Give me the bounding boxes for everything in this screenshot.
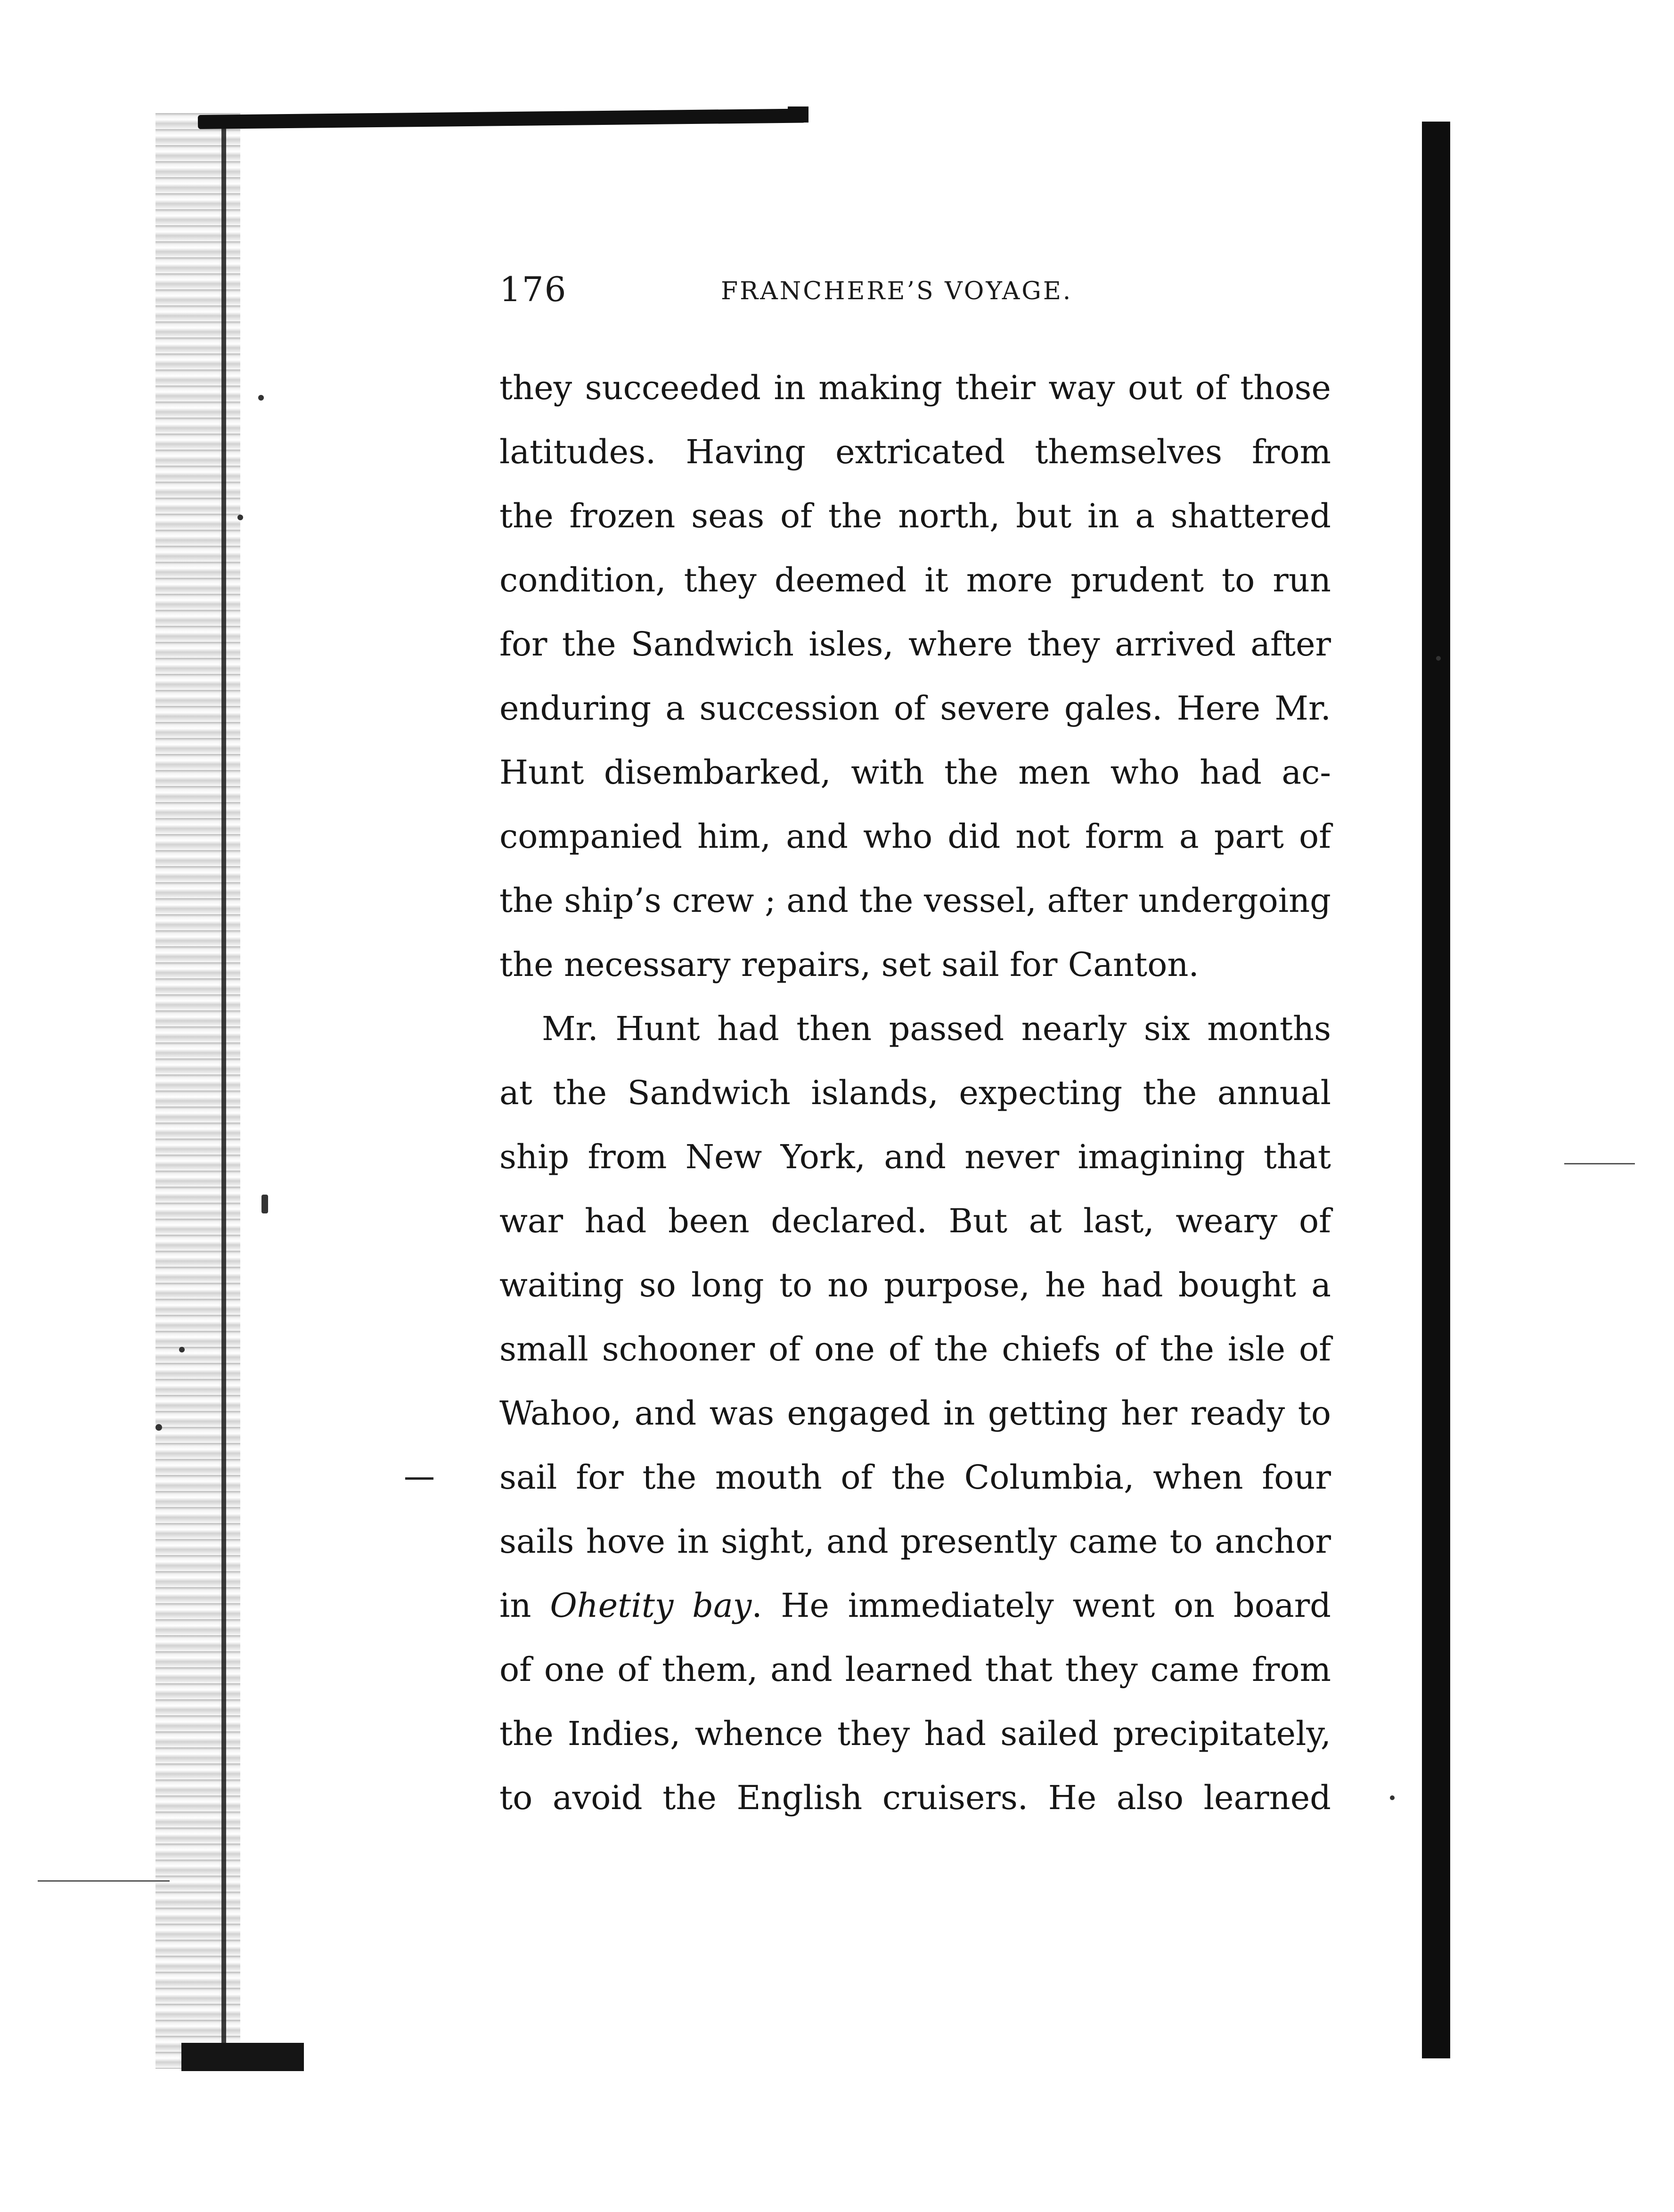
italic-place-name: Ohetity bay [550, 1586, 752, 1625]
text-line: ship from New York, and never imagining that [499, 1138, 1331, 1176]
running-head [499, 264, 1329, 316]
text-line: companied him, and who did not form a part of [499, 817, 1331, 856]
text-line: Hunt disembarked, with the men who had ac- [499, 753, 1331, 792]
stray-mark [38, 1880, 170, 1882]
stray-mark [1436, 656, 1441, 661]
text-run: . He immediately went on board [751, 1586, 1331, 1625]
text-line: sail for the mouth of the Columbia, when four [499, 1458, 1331, 1497]
text-line-italic [499, 1573, 1331, 1638]
text-line: the frozen seas of the north, but in a shattered [499, 497, 1331, 535]
stray-mark [258, 395, 264, 401]
right-edge-bar [1422, 122, 1450, 2058]
text-line: they succeeded in making their way out of those [499, 369, 1331, 407]
text-line: war had been declared. But at last, weary of [499, 1202, 1331, 1240]
text-line: the Indies, whence they had sailed precipitately, [499, 1714, 1331, 1753]
text-line: latitudes. Having extricated themselves from [499, 433, 1331, 471]
stray-mark [405, 1477, 433, 1480]
text-line: of one of them, and learned that they came from [499, 1650, 1331, 1689]
running-title: FRANCHERE’S VOYAGE. [721, 277, 1073, 305]
top-scan-bar-end [788, 107, 808, 123]
text-line: enduring a succession of severe gales. Here Mr. [499, 689, 1331, 728]
text-run: in [499, 1586, 550, 1625]
text-line: condition, they deemed it more prudent to run [499, 561, 1331, 599]
text-line: for the Sandwich isles, where they arrived after [499, 625, 1331, 664]
text-line: the ship’s crew ; and the vessel, after undergoing [499, 881, 1331, 920]
page-number: 176 [499, 270, 567, 309]
stray-mark [1564, 1163, 1635, 1164]
stray-mark [155, 1424, 162, 1431]
text-line: at the Sandwich islands, expecting the annual [499, 1073, 1331, 1112]
body-text [499, 356, 1331, 1830]
text-line: Mr. Hunt had then passed nearly six months [542, 1009, 1331, 1048]
text-line: waiting so long to no purpose, he had bought a [499, 1266, 1331, 1304]
text-line: the necessary repairs, set sail for Canton. [499, 945, 1199, 984]
text-line: to avoid the English cruisers. He also learned [499, 1778, 1331, 1817]
binding-edge-line [221, 118, 226, 2064]
top-scan-bar [198, 108, 806, 129]
text-line: sails hove in sight, and presently came to anchor [499, 1522, 1331, 1561]
text-line: small schooner of one of the chiefs of the isle of [499, 1330, 1331, 1368]
text-line: Wahoo, and was engaged in getting her ready to [499, 1394, 1331, 1433]
stray-mark [237, 515, 243, 520]
binding-shadow [155, 113, 240, 2069]
stray-mark [1390, 1795, 1395, 1800]
stray-mark [261, 1195, 268, 1213]
binding-foot-mark [181, 2043, 304, 2071]
stray-mark [179, 1347, 185, 1352]
